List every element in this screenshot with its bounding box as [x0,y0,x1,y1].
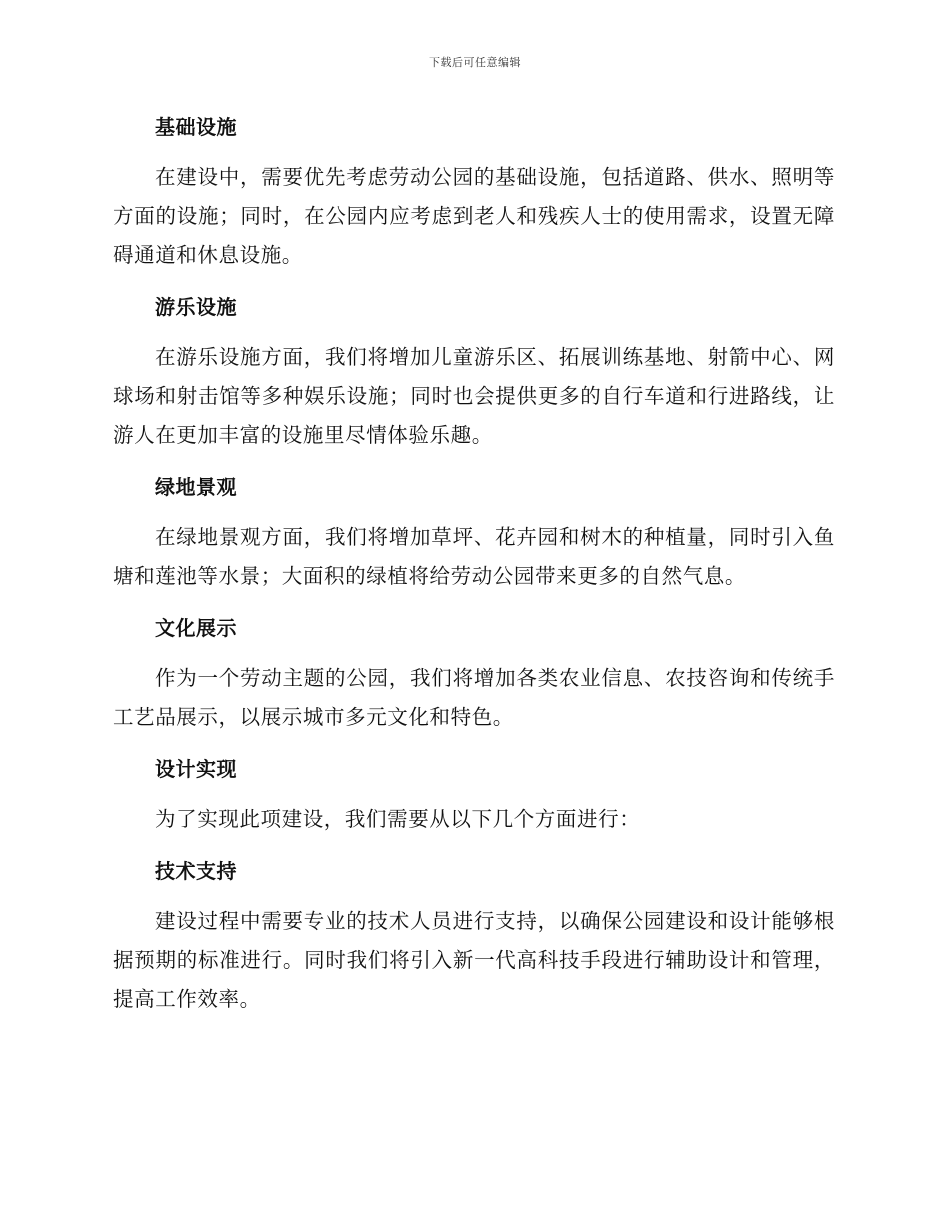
section-culture [113,609,835,737]
section-infrastructure [113,108,835,275]
paragraph: 在建设中，需要优先考虑劳动公园的基础设施，包括道路、供水、照明等方面的设施；同时，在公园内应考虑到老人和残疾人士的使用需求，设置无障碍通道和休息设施。 [113,165,835,267]
section-heading: 文化展示 [155,616,237,640]
section-heading: 技术支持 [155,859,237,883]
section-green-landscape [113,468,835,596]
section-heading: 基础设施 [155,115,237,139]
section-recreation [113,288,835,455]
paragraph: 建设过程中需要专业的技术人员进行支持，以确保公园建设和设计能够根据预期的标准进行。同时我们将引入新一代高科技手段进行辅助设计和管理，提高工作效率。 [113,909,835,1011]
section-tech-support [113,852,835,1019]
paragraph: 在绿地景观方面，我们将增加草坪、花卉园和树木的种植量，同时引入鱼塘和莲池等水景；大面积的绿植将给劳动公园带来更多的自然气息。 [113,525,835,588]
paragraph: 作为一个劳动主题的公园，我们将增加各类农业信息、农技咨询和传统手工艺品展示，以展示城市多元文化和特色。 [113,666,835,729]
document-body [113,108,835,1032]
section-heading: 设计实现 [155,757,237,781]
section-implementation [113,750,835,839]
header-note: 下载后可任意编辑 [429,56,521,69]
paragraph: 为了实现此项建设，我们需要从以下几个方面进行： [155,807,641,831]
paragraph: 在游乐设施方面，我们将增加儿童游乐区、拓展训练基地、射箭中心、网球场和射击馆等多种娱乐设施；同时也会提供更多的自行车道和行进路线，让游人在更加丰富的设施里尽情体验乐趣。 [113,345,835,447]
section-heading: 游乐设施 [155,295,237,319]
section-heading: 绿地景观 [155,475,237,499]
